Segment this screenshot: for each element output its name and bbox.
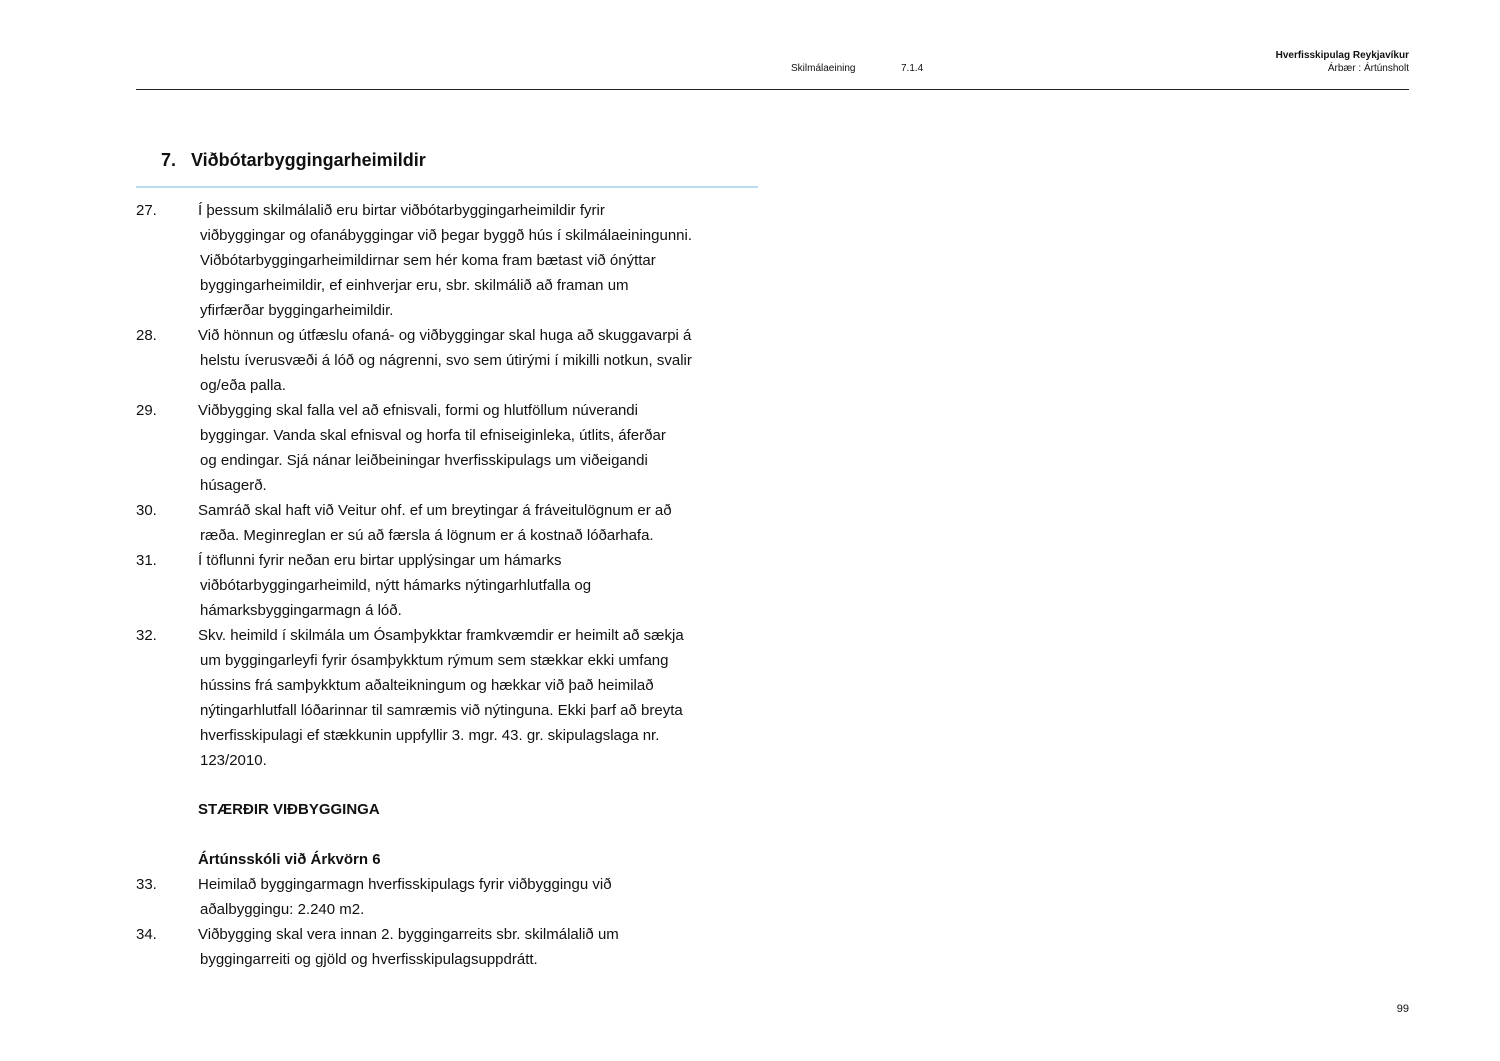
item-line: Viðbygging skal vera innan 2. byggingarreits sbr. skilmálalið um [198,926,619,943]
item-line: 123/2010. [200,752,267,769]
item-line: byggingarheimildir, ef einhverjar eru, sbr. skilmálið að framan um [200,277,629,294]
header-document-title: Hverfisskipulag Reykjavíkur [1275,50,1409,61]
item-line: Heimilað byggingarmagn hverfisskipulags fyrir viðbyggingu við [198,876,612,893]
list-item [136,398,756,498]
item-line: hámarksbyggingarmagn á lóð. [200,602,402,619]
section-number: 7. [161,150,177,170]
subsection-title: STÆRÐIR VIÐBYGGINGA [198,801,380,818]
item-line: ræða. Meginreglan er sú að færsla á lögnum er á kostnað lóðarhafa. [200,527,654,544]
item-line: aðalbyggingu: 2.240 m2. [200,901,365,918]
item-line: viðbyggingar og ofanábyggingar við þegar byggð hús í skilmálaeiningunni. [200,227,692,244]
header-unit-number: 7.1.4 [901,63,924,74]
item-number: 31. [136,552,157,569]
item-line: helstu íverusvæði á lóð og nágrenni, svo sem útirými í mikilli notkun, svalir [200,352,692,369]
list-item [136,498,756,548]
item-line: hússins frá samþykktum aðalteikningum og hækkar við það heimilað [200,677,654,694]
page-number: 99 [1396,1003,1409,1015]
list-item [136,623,756,773]
item-number: 27. [136,202,157,219]
item-line: Í töflunni fyrir neðan eru birtar upplýsingar um hámarks [198,552,562,569]
item-number: 33. [136,876,157,893]
item-line: Viðbygging skal falla vel að efnisvali, formi og hlutföllum núverandi [198,402,638,419]
subsection-location: Ártúnsskóli við Árkvörn 6 [198,851,381,868]
item-line: og endingar. Sjá nánar leiðbeiningar hverfisskipulags um viðeigandi [200,452,648,469]
list-item [136,323,756,398]
list-item [136,922,756,972]
item-number: 34. [136,926,157,943]
item-number: 30. [136,502,157,519]
header-unit-label: Skilmálaeining [791,63,856,74]
item-line: Viðbótarbyggingarheimildirnar sem hér koma fram bætast við ónýttar [200,252,656,269]
item-line: húsagerð. [200,477,267,494]
item-line: um byggingarleyfi fyrir ósamþykktum rýmum sem stækkar ekki umfang [200,652,669,669]
item-number: 29. [136,402,157,419]
item-line: byggingar. Vanda skal efnisval og horfa til efniseiginleka, útlits, áferðar [200,427,666,444]
item-line: og/eða palla. [200,377,286,394]
item-line: viðbótarbyggingarheimild, nýtt hámarks nýtingarhlutfalla og [200,577,592,594]
item-line: Í þessum skilmálalið eru birtar viðbótarbyggingarheimildir fyrir [198,202,605,219]
section-divider [136,186,758,188]
header-divider [136,89,1409,90]
list-item [136,198,756,323]
list-item [136,548,756,623]
item-number: 28. [136,327,157,344]
section-heading [161,148,426,172]
item-line: Skv. heimild í skilmála um Ósamþykktar framkvæmdir er heimilt að sækja [198,627,684,644]
item-number: 32. [136,627,157,644]
header-document-area: Árbær : Ártúnsholt [1327,63,1409,74]
item-line: byggingarreiti og gjöld og hverfisskipulagsuppdrátt. [200,951,538,968]
item-line: Samráð skal haft við Veitur ohf. ef um breytingar á fráveitulögnum er að [198,502,672,519]
item-line: nýtingarhlutfall lóðarinnar til samræmis við nýtinguna. Ekki þarf að breyta [200,702,683,719]
section-title: Viðbótarbyggingarheimildir [191,150,426,170]
list-item [136,872,756,922]
item-line: hverfisskipulagi ef stækkunin uppfyllir 3. mgr. 43. gr. skipulagslaga nr. [200,727,660,744]
item-line: yfirfærðar byggingarheimildir. [200,302,394,319]
item-line: Við hönnun og útfæslu ofaná- og viðbyggingar skal huga að skuggavarpi á [198,327,692,344]
